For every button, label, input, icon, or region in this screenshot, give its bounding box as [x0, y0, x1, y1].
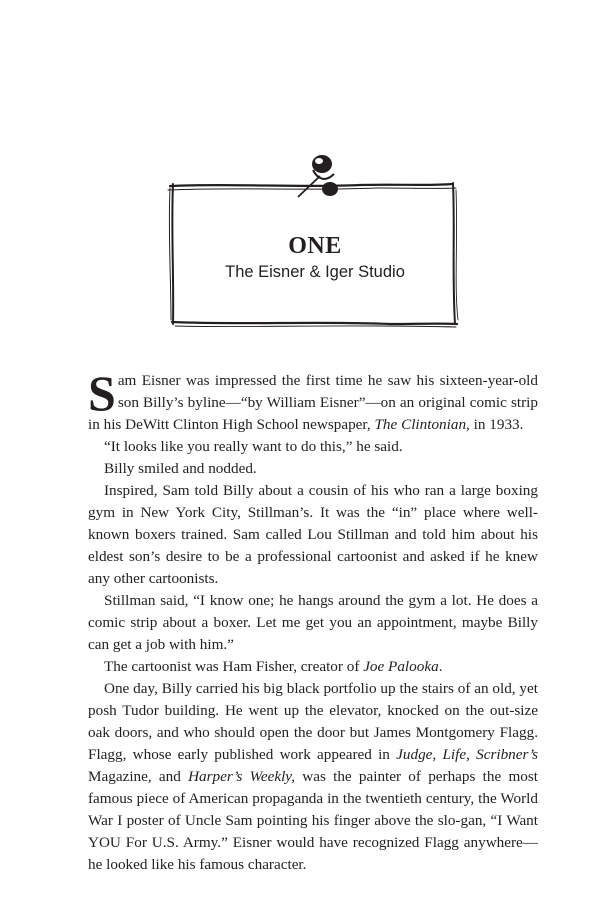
italic-title: Joe Palooka — [363, 658, 439, 675]
italic-title: Judge, Life, Scribner’s — [396, 746, 538, 763]
paragraph-2: “It looks like you really want to do this,” he said. — [104, 438, 403, 455]
chapter-title: The Eisner & Iger Studio — [225, 263, 405, 281]
drop-cap: S — [88, 365, 116, 421]
paragraph-7: One day, Billy carried his big black portfolio up the stairs of an old, yet posh Tudor building. He went up the elevator, knocked on the out-size oak doors, and who should open the door but James Montgomery Flagg. Flagg, whose early published work appeared in Judge, Life, Scribner’s Magazine, and Harper’s Weekly, was the painter of perhaps the most famous piece of American propaganda in the twentieth century, the World War I poster of Uncle Sam pointing his finger above the slo-gan, “I Want YOU For U.S. Army.” Eisner would have recognized Flagg anywhere—he looked like his famous character. — [88, 680, 538, 873]
italic-title: The Clintonian, — [374, 416, 470, 433]
paragraph-4: Inspired, Sam told Billy about a cousin of his who ran a large boxing gym in New York City, Stillman’s. It was the “in” place where well-known boxers trained. Sam called Lou Stillman and told him about his eldest son’s desire to be a professional cartoonist and asked if he knew any other cartoonists. — [88, 482, 538, 587]
pushpin-icon — [298, 155, 338, 197]
paragraph-5: Stillman said, “I know one; he hangs around the gym a lot. He does a comic strip about a boxer. Let me get you an appointment, maybe Billy can get a job with him.” — [88, 592, 538, 653]
paragraph-6: The cartoonist was Ham Fisher, creator of Joe Palooka. — [104, 658, 443, 675]
body-text — [88, 365, 538, 876]
paragraph-3: Billy smiled and nodded. — [104, 460, 257, 477]
chapter-number: ONE — [288, 233, 342, 259]
chapter-heading — [172, 232, 458, 283]
italic-title: Harper’s Weekly, — [188, 768, 296, 785]
paragraph-1: Sam Eisner was impressed the first time he saw his sixteen-year-old son Billy’s byline—“by William Eisner”—on an original comic strip in his DeWitt Clinton High School newspaper, The Clintonian, in 1933. — [88, 365, 538, 433]
